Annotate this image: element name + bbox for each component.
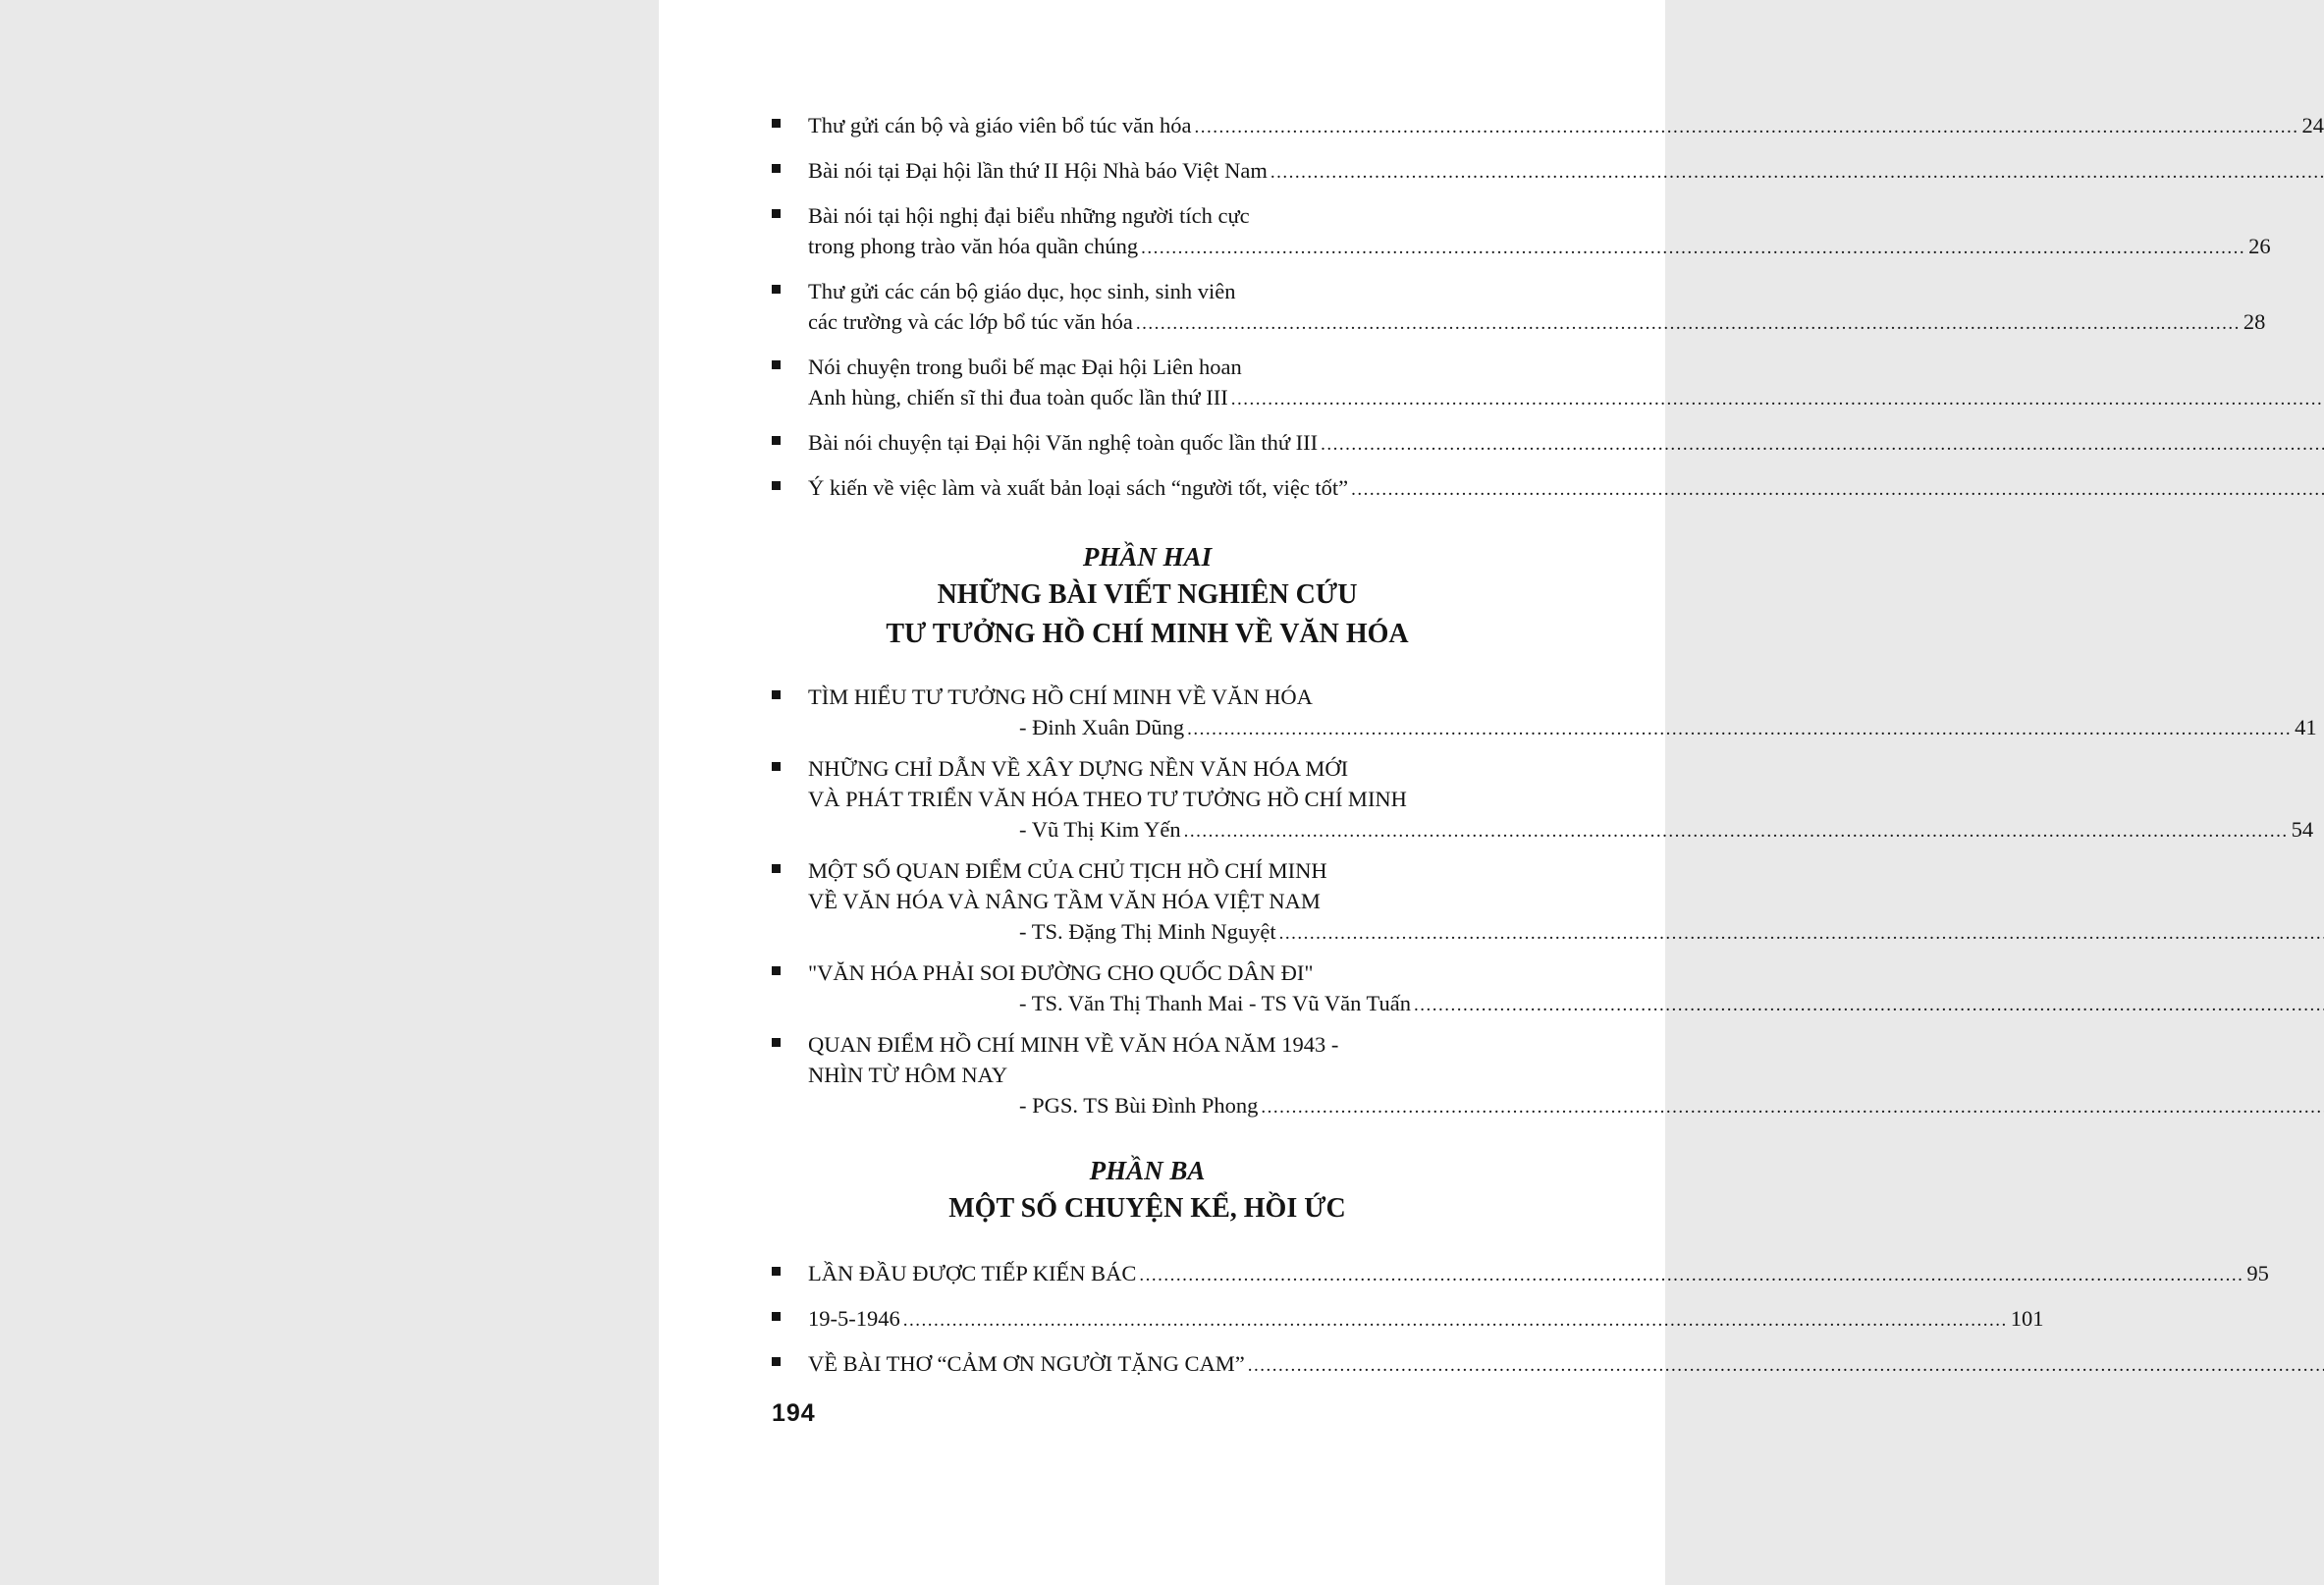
dotted-leader [1136,306,2241,339]
dotted-leader [1270,155,2324,188]
bullet-square-icon [772,481,781,490]
bullet-cell [772,472,808,505]
bullet-cell [772,1258,808,1290]
page-ref: 54 [2291,817,2314,842]
dotted-leader [1139,1258,2243,1290]
bullet-cell [772,1348,808,1381]
toc-entry [772,957,1523,1020]
toc-entry-author-text: - PGS. TS Bùi Đình Phong [1019,1093,1259,1118]
toc-entry-title-line [808,155,2324,188]
bullet-square-icon [772,1357,781,1366]
page-ref: 24 [2301,113,2324,137]
dotted-leader [1248,1348,2324,1381]
toc-entry-body [808,352,2324,414]
page-number: 194 [772,1399,816,1427]
toc-entry [772,276,2266,339]
dotted-leader [1184,814,2289,847]
toc-entry [772,1303,2044,1336]
bullet-cell [772,1303,808,1336]
bullet-cell [772,682,808,744]
toc-entry-title-line [808,1348,2324,1381]
toc-entry-author-line [808,916,2324,949]
bullet-square-icon [772,1038,781,1047]
toc-entry-title-line [808,427,2324,460]
dotted-leader [1321,427,2324,460]
dotted-leader [1279,916,2324,949]
dotted-leader [1261,1090,2324,1122]
bullet-square-icon [772,164,781,173]
toc-entry [772,855,1523,949]
toc-entry [772,753,2314,847]
part1-toc-list [772,110,2324,505]
dotted-leader [1231,382,2324,414]
toc-entry-body [808,1303,2044,1336]
bullet-cell [772,753,808,847]
toc-entry-title-text: VỀ BÀI THƠ “CẢM ƠN NGƯỜI TẶNG CAM” [808,1351,1245,1376]
part2-toc-list [772,682,2317,1122]
toc-entry-title-line [808,110,2324,142]
dotted-leader [903,1303,2008,1336]
toc-entry-body [808,1258,2269,1290]
toc-entry-body [808,753,2313,847]
toc-entry [772,427,1523,460]
toc-entry [772,1029,1523,1122]
bullet-cell [772,957,808,1020]
page-ref: 28 [2243,309,2266,334]
toc-entry-body [808,472,2324,505]
toc-entry-body [808,682,2317,744]
part3-heading [772,1152,1523,1229]
bullet-square-icon [772,436,781,445]
toc-entry [772,352,1523,414]
bullet-square-icon [772,209,781,218]
bullet-cell [772,155,808,188]
toc-entry-author-line [808,988,2324,1020]
part2-kicker: PHẦN HAI [1082,542,1213,572]
toc-entry-body [808,110,2324,142]
bullet-square-icon [772,1312,781,1321]
bullet-square-icon [772,1267,781,1276]
table-of-contents-page [659,0,2324,1585]
part3-title-line-1: MỘT SỐ CHUYỆN KỂ, HỒI ỨC [948,1193,1346,1224]
toc-entry [772,155,1523,188]
bullet-cell [772,855,808,949]
toc-entry-title-text: MỘT SỐ QUAN ĐIỂM CỦA CHỦ TỊCH HỒ CHÍ MINH [808,858,1327,883]
bullet-square-icon [772,285,781,294]
toc-entry-title-text: VÀ PHÁT TRIỂN VĂN HÓA THEO TƯ TƯỞNG HỒ CHÍ MINH [808,787,1407,811]
dotted-leader [1141,231,2245,263]
toc-entry-title-text: "VĂN HÓA PHẢI SOI ĐƯỜNG CHO QUỐC DÂN ĐI" [808,960,1314,985]
toc-entry-title-line [808,306,2265,339]
toc-entry-title-text: NHỮNG CHỈ DẪN VỀ XÂY DỰNG NỀN VĂN HÓA MỚI [808,756,1349,781]
bullet-square-icon [772,360,781,369]
toc-entry-title-line [808,382,2324,414]
toc-entry [772,1348,1523,1381]
toc-entry [772,682,2317,744]
bullet-cell [772,1029,808,1122]
bullet-cell [772,200,808,263]
bullet-cell [772,427,808,460]
toc-entry-title-text: các trường và các lớp bổ túc văn hóa [808,309,1133,334]
toc-entry-author-line [808,1090,2324,1122]
toc-entry-title-text: QUAN ĐIỂM HỒ CHÍ MINH VỀ VĂN HÓA NĂM 1943 - [808,1032,1339,1057]
toc-entry-title-text: Bài nói chuyện tại Đại hội Văn nghệ toàn quốc lần thứ III [808,430,1319,455]
dotted-leader [1195,110,2299,142]
toc-entry-title-text: 19-5-1946 [808,1306,900,1331]
page-ref: 95 [2246,1261,2269,1285]
toc-entry-title-text: LẦN ĐẦU ĐƯỢC TIẾP KIẾN BÁC [808,1261,1137,1285]
toc-entry-author-text: - Vũ Thị Kim Yến [1019,817,1181,842]
toc-entry [772,110,2324,142]
toc-entry-author-text: - TS. Văn Thị Thanh Mai - TS Vũ Văn Tuấn [1019,991,1412,1015]
bullet-cell [772,276,808,339]
toc-entry-title-text: Ý kiến về việc làm và xuất bản loại sách “người tốt, việc tốt” [808,475,1349,500]
page-ref: 101 [2010,1306,2044,1331]
toc-entry-body [808,1348,2324,1381]
part2-title-line-1: NHỮNG BÀI VIẾT NGHIÊN CỨU [937,579,1358,610]
bullet-square-icon [772,864,781,873]
toc-entry-author-text: - Đinh Xuân Dũng [1019,715,1185,739]
toc-entry-body [808,855,2324,949]
toc-entry-title-text: Nói chuyện trong buổi bế mạc Đại hội Liên hoan [808,355,1242,379]
toc-entry-body [808,427,2324,460]
bullet-square-icon [772,966,781,975]
dotted-leader [1414,988,2324,1020]
toc-entry-title-text: Thư gửi các cán bộ giáo dục, học sinh, sinh viên [808,279,1236,303]
part2-heading [772,538,1523,654]
toc-entry-title-text: TÌM HIỂU TƯ TƯỞNG HỒ CHÍ MINH VỀ VĂN HÓA [808,684,1313,709]
bullet-cell [772,352,808,414]
dotted-leader [1187,712,2292,744]
dotted-leader [1351,472,2324,505]
toc-entry-title-line [808,231,2271,263]
toc-entry-title-text: Anh hùng, chiến sĩ thi đua toàn quốc lần thứ III [808,385,1228,410]
toc-entry-body [808,957,2324,1020]
toc-entry-title-text: Bài nói tại Đại hội lần thứ II Hội Nhà báo Việt Nam [808,158,1268,183]
toc-entry-author-line [808,712,2317,744]
toc-entry-title-text: NHÌN TỪ HÔM NAY [808,1063,1008,1087]
page-ref: 26 [2248,234,2271,258]
bullet-square-icon [772,690,781,699]
toc-entry-body [808,200,2271,263]
bullet-square-icon [772,119,781,128]
part3-toc-list [772,1258,2269,1381]
toc-entry-body [808,276,2265,339]
toc-entry [772,472,1523,505]
toc-entry [772,200,2271,263]
part3-kicker: PHẦN BA [1089,1156,1206,1185]
toc-entry-body [808,155,2324,188]
bullet-square-icon [772,762,781,771]
toc-entry-author-line [808,814,2313,847]
toc-entry [772,1258,2269,1290]
page-ref: 41 [2295,715,2317,739]
bullet-cell [772,110,808,142]
toc-entry-title-line [808,472,2324,505]
toc-entry-title-text: Bài nói tại hội nghị đại biểu những người tích cực [808,203,1250,228]
toc-entry-title-text: Thư gửi cán bộ và giáo viên bổ túc văn hóa [808,113,1192,137]
toc-entry-title-line [808,1303,2044,1336]
toc-entry-title-line [808,1258,2269,1290]
toc-entry-title-text: trong phong trào văn hóa quần chúng [808,234,1139,258]
toc-entry-author-text: - TS. Đặng Thị Minh Nguyệt [1019,919,1276,944]
toc-entry-body [808,1029,2324,1122]
part2-title-line-2: TƯ TƯỞNG HỒ CHÍ MINH VỀ VĂN HÓA [886,619,1409,649]
toc-entry-title-text: VỀ VĂN HÓA VÀ NÂNG TẦM VĂN HÓA VIỆT NAM [808,889,1321,913]
